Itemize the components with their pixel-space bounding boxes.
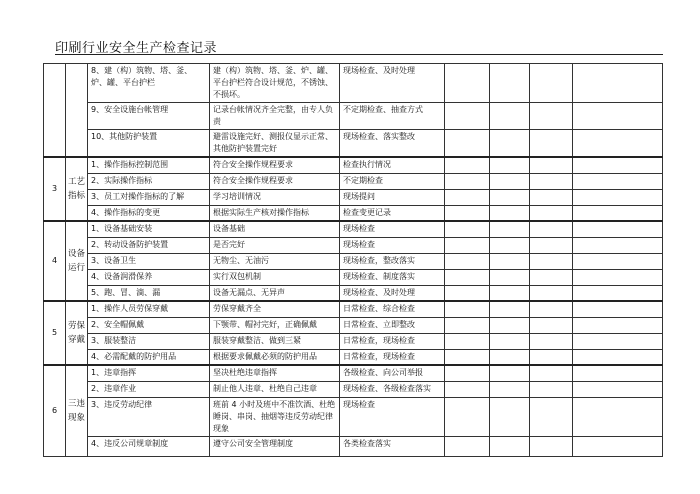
check-item-cell: 3、设备卫生 bbox=[88, 253, 210, 269]
check-item-cell: 9、安全设施台帐管理 bbox=[88, 103, 210, 130]
table-row bbox=[44, 189, 663, 205]
table-row bbox=[44, 173, 663, 189]
blank-cell bbox=[445, 157, 490, 173]
blank-cell bbox=[445, 269, 490, 285]
blank-cell bbox=[490, 205, 530, 221]
method-cell: 现场检查、各级检查落实 bbox=[340, 381, 445, 397]
method-cell: 日常检查，现场检查 bbox=[340, 349, 445, 365]
blank-cell bbox=[530, 253, 573, 269]
blank-cell bbox=[573, 301, 663, 317]
standard-cell: 下颚带、帽衬完好，正确佩戴 bbox=[210, 317, 340, 333]
blank-cell bbox=[445, 221, 490, 237]
blank-cell bbox=[530, 189, 573, 205]
blank-cell bbox=[490, 365, 530, 381]
blank-cell bbox=[573, 349, 663, 365]
table-row bbox=[44, 333, 663, 349]
section-number-cell bbox=[44, 64, 66, 158]
method-cell: 现场检查 bbox=[340, 237, 445, 253]
standard-cell: 符合安全操作规程要求 bbox=[210, 157, 340, 173]
check-item-cell: 4、违反公司规章制度 bbox=[88, 436, 210, 456]
title-underline bbox=[55, 54, 663, 55]
method-cell: 现场检查 bbox=[340, 221, 445, 237]
blank-cell bbox=[573, 269, 663, 285]
standard-cell: 根据实际生产核对操作指标 bbox=[210, 205, 340, 221]
blank-cell bbox=[530, 205, 573, 221]
blank-cell bbox=[573, 237, 663, 253]
method-cell: 日常检查，现场检查 bbox=[340, 333, 445, 349]
blank-cell bbox=[490, 237, 530, 253]
blank-cell bbox=[530, 365, 573, 381]
table-row bbox=[44, 237, 663, 253]
method-cell: 各类检查落实 bbox=[340, 436, 445, 456]
method-cell: 现场检查、及时处理 bbox=[340, 64, 445, 103]
method-cell: 各级检查、向公司举报 bbox=[340, 365, 445, 381]
standard-cell: 设备无漏点、无异声 bbox=[210, 285, 340, 301]
standard-cell: 无物尘、无油污 bbox=[210, 253, 340, 269]
check-item-cell: 4、必需配戴的防护用品 bbox=[88, 349, 210, 365]
check-item-cell: 4、操作指标的变更 bbox=[88, 205, 210, 221]
table-row bbox=[44, 301, 663, 317]
method-cell: 现场提问 bbox=[340, 189, 445, 205]
blank-cell bbox=[573, 333, 663, 349]
blank-cell bbox=[530, 333, 573, 349]
table-row bbox=[44, 64, 663, 103]
standard-cell: 避雷设施完好、测报仪显示正常、其他防护装置完好 bbox=[210, 130, 340, 158]
table-row bbox=[44, 397, 663, 436]
blank-cell bbox=[530, 349, 573, 365]
section-number-cell: 4 bbox=[44, 221, 66, 301]
check-item-cell: 10、其他防护装置 bbox=[88, 130, 210, 158]
blank-cell bbox=[573, 130, 663, 158]
section-category-cell: 工艺指标 bbox=[66, 157, 88, 221]
table-row bbox=[44, 381, 663, 397]
blank-cell bbox=[573, 221, 663, 237]
section-number-cell: 3 bbox=[44, 157, 66, 221]
blank-cell bbox=[530, 157, 573, 173]
table-row bbox=[44, 349, 663, 365]
standard-cell: 建（构）筑物、塔、釜、炉、罐、平台护栏符合设计规范，不锈蚀、不损坏。 bbox=[210, 64, 340, 103]
blank-cell bbox=[573, 381, 663, 397]
method-cell: 检查执行情况 bbox=[340, 157, 445, 173]
blank-cell bbox=[445, 317, 490, 333]
check-item-cell: 1、违章指挥 bbox=[88, 365, 210, 381]
table-row bbox=[44, 157, 663, 173]
blank-cell bbox=[573, 157, 663, 173]
method-cell: 日常检查、综合检查 bbox=[340, 301, 445, 317]
check-item-cell: 1、设备基础安装 bbox=[88, 221, 210, 237]
blank-cell bbox=[573, 64, 663, 103]
blank-cell bbox=[490, 333, 530, 349]
blank-cell bbox=[445, 397, 490, 436]
blank-cell bbox=[490, 103, 530, 130]
table-row bbox=[44, 365, 663, 381]
blank-cell bbox=[445, 64, 490, 103]
standard-cell: 实行双包机制 bbox=[210, 269, 340, 285]
blank-cell bbox=[530, 301, 573, 317]
section-number-cell: 6 bbox=[44, 365, 66, 456]
blank-cell bbox=[530, 317, 573, 333]
blank-cell bbox=[530, 436, 573, 456]
blank-cell bbox=[573, 205, 663, 221]
check-item-cell: 4、设备润滑保养 bbox=[88, 269, 210, 285]
blank-cell bbox=[573, 365, 663, 381]
method-cell: 不定期检查 bbox=[340, 173, 445, 189]
blank-cell bbox=[445, 349, 490, 365]
blank-cell bbox=[490, 285, 530, 301]
check-item-cell: 2、实际操作指标 bbox=[88, 173, 210, 189]
blank-cell bbox=[573, 397, 663, 436]
blank-cell bbox=[490, 189, 530, 205]
blank-cell bbox=[490, 64, 530, 103]
table-row bbox=[44, 285, 663, 301]
method-cell: 现场检查 bbox=[340, 397, 445, 436]
method-cell: 现场检查、制度落实 bbox=[340, 269, 445, 285]
document-title: 印刷行业安全生产检查记录 bbox=[55, 41, 218, 56]
standard-cell: 设备基础 bbox=[210, 221, 340, 237]
check-item-cell: 2、转动设备防护装置 bbox=[88, 237, 210, 253]
method-cell: 现场检查，整改落实 bbox=[340, 253, 445, 269]
standard-cell: 是否完好 bbox=[210, 237, 340, 253]
blank-cell bbox=[490, 349, 530, 365]
blank-cell bbox=[490, 157, 530, 173]
check-item-cell: 8、建（构）筑物、塔、釜、炉、罐、平台护栏 bbox=[88, 64, 210, 103]
method-cell: 不定期检查、抽查方式 bbox=[340, 103, 445, 130]
table-row bbox=[44, 205, 663, 221]
section-category-cell: 劳保穿戴 bbox=[66, 301, 88, 365]
blank-cell bbox=[490, 381, 530, 397]
blank-cell bbox=[490, 397, 530, 436]
blank-cell bbox=[445, 365, 490, 381]
blank-cell bbox=[445, 205, 490, 221]
blank-cell bbox=[445, 301, 490, 317]
standard-cell: 遵守公司安全管理制度 bbox=[210, 436, 340, 456]
check-item-cell: 3、员工对操作指标的了解 bbox=[88, 189, 210, 205]
blank-cell bbox=[445, 103, 490, 130]
blank-cell bbox=[573, 173, 663, 189]
inspection-table bbox=[43, 63, 663, 457]
blank-cell bbox=[490, 436, 530, 456]
table-row bbox=[44, 103, 663, 130]
standard-cell: 班前 4 小时及班中不准饮酒、杜绝睡岗、串岗、抽烟等违反劳动纪律现象 bbox=[210, 397, 340, 436]
blank-cell bbox=[573, 189, 663, 205]
table-row bbox=[44, 221, 663, 237]
check-item-cell: 3、服装整洁 bbox=[88, 333, 210, 349]
section-category-cell: 设备运行 bbox=[66, 221, 88, 301]
method-cell: 日常检查、立即整改 bbox=[340, 317, 445, 333]
blank-cell bbox=[445, 381, 490, 397]
blank-cell bbox=[573, 285, 663, 301]
blank-cell bbox=[530, 173, 573, 189]
blank-cell bbox=[445, 237, 490, 253]
blank-cell bbox=[490, 253, 530, 269]
blank-cell bbox=[530, 269, 573, 285]
blank-cell bbox=[573, 103, 663, 130]
blank-cell bbox=[490, 130, 530, 158]
table-row bbox=[44, 130, 663, 158]
blank-cell bbox=[573, 317, 663, 333]
standard-cell: 制止他人违章、杜绝自己违章 bbox=[210, 381, 340, 397]
method-cell: 现场检查、落实整改 bbox=[340, 130, 445, 158]
section-category-cell: 三违现象 bbox=[66, 365, 88, 456]
standard-cell: 记录台帐情况齐全完整，由专人负责 bbox=[210, 103, 340, 130]
section-number-cell: 5 bbox=[44, 301, 66, 365]
section-category-cell bbox=[66, 64, 88, 158]
table-row bbox=[44, 269, 663, 285]
blank-cell bbox=[530, 237, 573, 253]
blank-cell bbox=[530, 221, 573, 237]
table-row bbox=[44, 317, 663, 333]
blank-cell bbox=[530, 381, 573, 397]
check-item-cell: 1、操作指标控制范围 bbox=[88, 157, 210, 173]
check-item-cell: 1、操作人员劳保穿戴 bbox=[88, 301, 210, 317]
standard-cell: 坚决杜绝违章指挥 bbox=[210, 365, 340, 381]
blank-cell bbox=[445, 285, 490, 301]
blank-cell bbox=[530, 103, 573, 130]
blank-cell bbox=[490, 269, 530, 285]
blank-cell bbox=[530, 285, 573, 301]
method-cell: 检查变更记录 bbox=[340, 205, 445, 221]
check-item-cell: 2、安全帽佩戴 bbox=[88, 317, 210, 333]
blank-cell bbox=[445, 253, 490, 269]
table-row bbox=[44, 436, 663, 456]
blank-cell bbox=[530, 64, 573, 103]
blank-cell bbox=[445, 436, 490, 456]
standard-cell: 符合安全操作规程要求 bbox=[210, 173, 340, 189]
standard-cell: 服装穿戴整洁、做到三紧 bbox=[210, 333, 340, 349]
blank-cell bbox=[490, 221, 530, 237]
check-item-cell: 2、违章作业 bbox=[88, 381, 210, 397]
blank-cell bbox=[530, 397, 573, 436]
blank-cell bbox=[490, 173, 530, 189]
blank-cell bbox=[445, 333, 490, 349]
check-item-cell: 3、违反劳动纪律 bbox=[88, 397, 210, 436]
table-row bbox=[44, 253, 663, 269]
blank-cell bbox=[490, 317, 530, 333]
standard-cell: 根据要求佩戴必须的防护用品 bbox=[210, 349, 340, 365]
blank-cell bbox=[573, 253, 663, 269]
standard-cell: 劳保穿戴齐全 bbox=[210, 301, 340, 317]
blank-cell bbox=[573, 436, 663, 456]
blank-cell bbox=[530, 130, 573, 158]
blank-cell bbox=[445, 173, 490, 189]
blank-cell bbox=[490, 301, 530, 317]
method-cell: 现场检查、及时处理 bbox=[340, 285, 445, 301]
check-item-cell: 5、跑、冒、滴、漏 bbox=[88, 285, 210, 301]
standard-cell: 学习培训情况 bbox=[210, 189, 340, 205]
blank-cell bbox=[445, 130, 490, 158]
blank-cell bbox=[445, 189, 490, 205]
